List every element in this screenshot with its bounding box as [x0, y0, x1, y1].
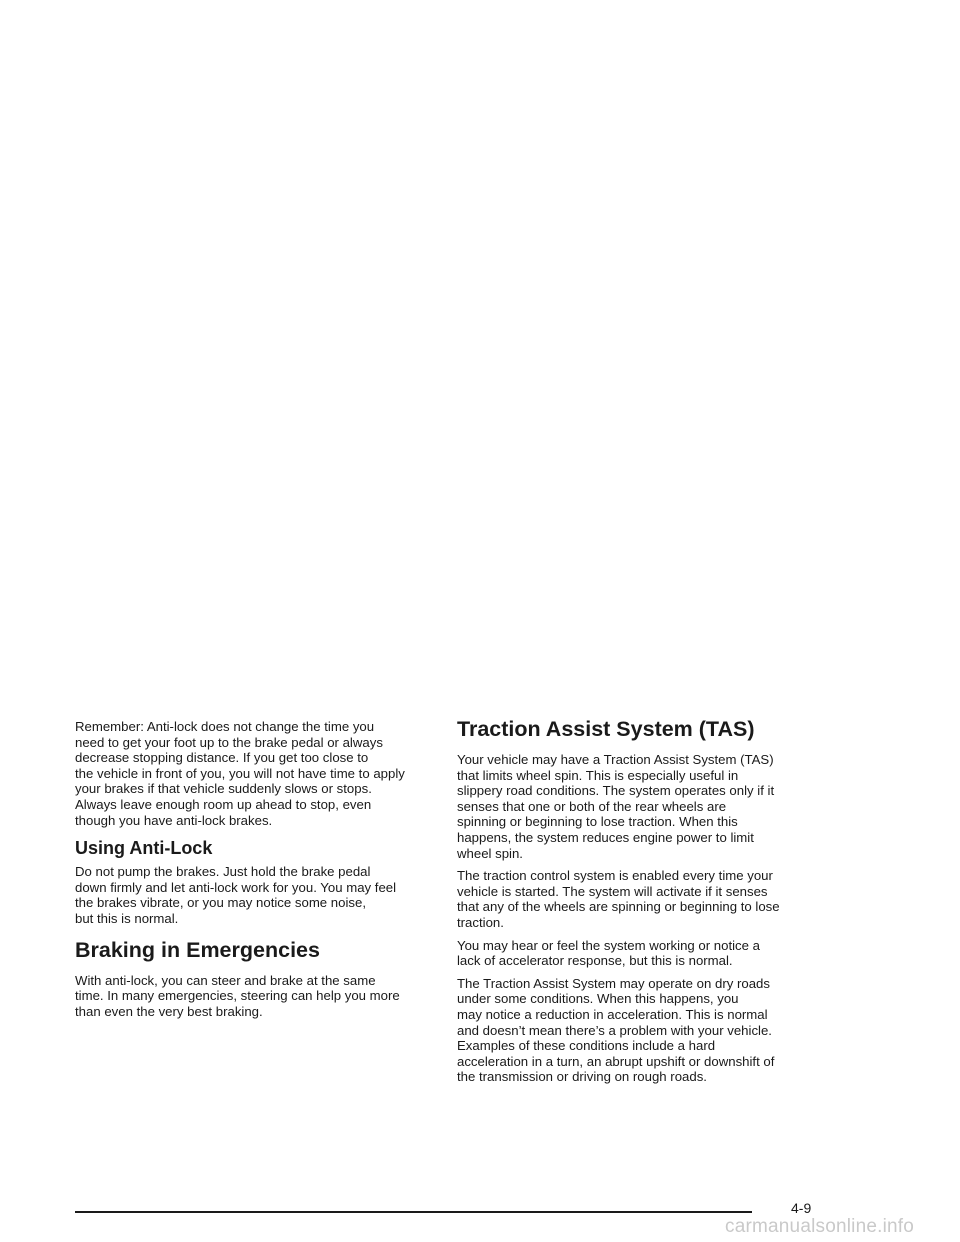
tas-paragraph-2: The traction control system is enabled every time your vehicle is started. The system will activate if it senses that any of the wheels are spinning or beginning to lose traction. — [457, 868, 780, 930]
page-number: 4-9 — [791, 1200, 812, 1216]
left-column — [75, 719, 440, 1026]
tas-paragraph-1: Your vehicle may have a Traction Assist System (TAS) that limits wheel spin. This is especially useful in slippery road conditions. The system operates only if it senses that one or both of the rear wheels are spinning or beginning to lose traction. When this happens, the system reduces engine power to limit wheel spin. — [457, 752, 775, 861]
using-anti-lock-paragraph: Do not pump the brakes. Just hold the brake pedal down firmly and let anti-lock work for you. You may feel the brakes vibrate, or you may notice some noise, but this is normal. — [75, 864, 397, 926]
footer-divider — [75, 1211, 752, 1213]
anti-lock-reminder-paragraph: Remember: Anti-lock does not change the time you need to get your foot up to the brake pedal or always decrease stopping distance. If you get too close to the vehicle in front of you, you will not have time to apply your brakes if that vehicle suddenly slows or stops. Always leave enough room up ahead to stop, even though you have anti-lock brakes. — [75, 719, 405, 828]
watermark: carmanualsonline.info — [725, 1216, 915, 1237]
using-anti-lock-heading: Using Anti-Lock — [75, 838, 213, 859]
braking-in-emergencies-paragraph: With anti-lock, you can steer and brake at the same time. In many emergencies, steering can help you more than even the very best braking. — [75, 972, 400, 1019]
right-column — [457, 719, 827, 1092]
tas-paragraph-4: The Traction Assist System may operate on dry roads under some conditions. When this happens, you may notice a reduction in acceleration. This is normal and doesn’t mean there’s a problem with your vehicle. Examples of these conditions include a hard acceleration in a turn, an abrupt upshift or downshift of the transmission or driving on rough roads. — [457, 975, 775, 1085]
braking-in-emergencies-heading: Braking in Emergencies — [75, 937, 320, 962]
tas-paragraph-3: You may hear or feel the system working or notice a lack of accelerator response, but this is normal. — [457, 937, 760, 969]
traction-assist-heading: Traction Assist System (TAS) — [457, 717, 755, 741]
